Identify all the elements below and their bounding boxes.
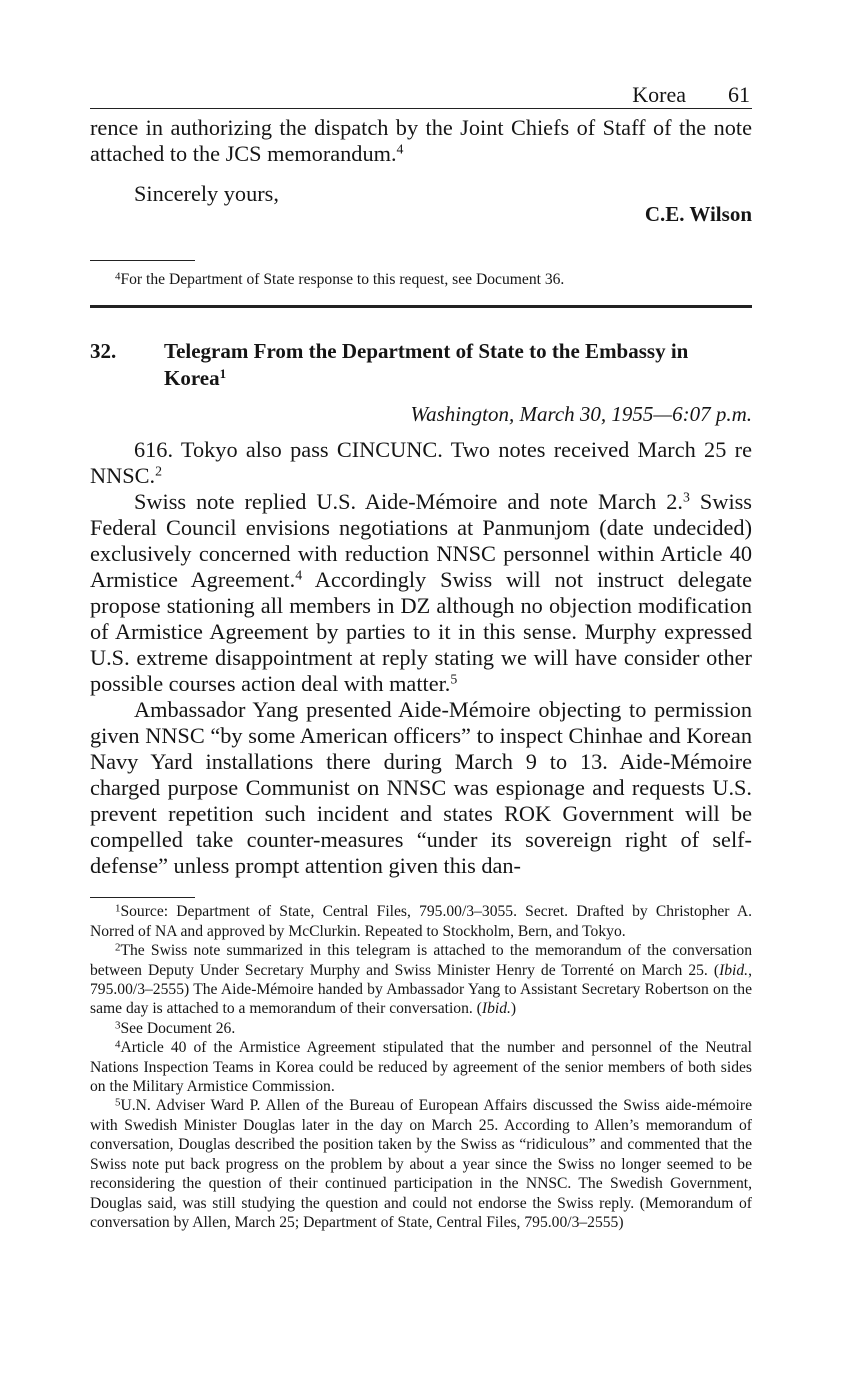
telegram-text: 616. Tokyo also pass CINCUNC. Two notes received March 25 re NNSC. <box>90 437 752 489</box>
footnote-4 <box>90 1038 752 1096</box>
footnote-ref-4: 4 <box>396 141 404 157</box>
footnote-4-letter <box>90 270 752 289</box>
footnote-text: ) <box>510 1000 517 1018</box>
telegram-paragraph-1 <box>90 437 752 489</box>
footnote-ref-5: 5 <box>450 671 458 687</box>
footnote-rule <box>90 897 195 898</box>
telegram-text: Swiss Federal Council envisions negotiations at Panmunjom (date undecided) exclusively concerned with reduction NNSC personnel within Article 40 Armistice Agreement. <box>90 489 752 593</box>
footnote-2 <box>90 941 752 1019</box>
ibid-citation: Ibid. <box>719 961 749 979</box>
footnote-mark: 5 <box>115 1097 121 1110</box>
dateline: Washington, March 30, 1955—6:07 p.m. <box>410 402 752 427</box>
footnote-text: Source: Department of State, Central Files, 795.00/3–3055. Secret. Drafted by Christopher A. Norred of NA and approved by McClurkin. Repeated to Stockholm, Bern, and Tokyo. <box>90 903 752 940</box>
running-header <box>90 78 752 109</box>
telegram-text: Swiss note replied U.S. Aide-Mémoire and note March 2. <box>134 489 683 515</box>
footnote-text: See Document 26. <box>120 1019 236 1037</box>
footnote-text: U.N. Adviser Ward P. Allen of the Bureau of European Affairs discussed the Swiss aide-mémoire with Swedish Minister Douglas later in the day on March 25. According to Allen’s memorandum of conversation, Douglas described the position taken by the Swiss as “ridiculous” and commented that the Swiss note put back progress on the problem by about a year since the Swiss no longer seemed to be reconsidering the question of their continued participation in the NNSC. The Swedish Government, Douglas said, was still studying the question and could not endorse the Swiss reply. (Memorandum of conversation by Allen, March 25; Department of State, Central Files, 795.00/3–2555) <box>90 1097 752 1231</box>
letter-signer: C.E. Wilson <box>644 202 752 226</box>
footnote-mark: 4 <box>115 270 121 283</box>
document-heading <box>90 338 752 392</box>
page-number: 61 <box>728 82 750 107</box>
document-page <box>90 78 752 1232</box>
letter-sign-off: Sincerely yours, <box>134 181 279 206</box>
footnote-ref-2: 2 <box>155 463 162 479</box>
letter-closing-paragraph <box>90 115 752 167</box>
letter-closing-text: rence in authorizing the dispatch by the Joint Chiefs of Staff of the note attached to the JCS memorandum. <box>90 115 752 166</box>
footnote-5 <box>90 1096 752 1232</box>
footnote-rule <box>90 260 195 261</box>
footnote-mark: 3 <box>115 1019 121 1032</box>
footnote-mark: 4 <box>115 1038 121 1051</box>
telegram-paragraph-3: Ambassador Yang presented Aide-Mémoire objecting to permission given NNSC “by some American officers” to inspect Chinhae and Korean Navy Yard installations there during March 9 to 13. Aide-Mémoire charged purpose Communist on NNSC was espionage and requests U.S. prevent repetition such incident and states ROK Government will be compelled take counter-measures “under its sovereign right of self-defense” unless prompt attention given this dan- <box>90 697 752 879</box>
footnote-mark: 1 <box>115 903 121 916</box>
footnote-text: Article 40 of the Armistice Agreement stipulated that the number and personnel of the Neutral Nations Inspection Teams in Korea could be reduced by agreement of the senior members of both sides on the Military Armistice Commission. <box>90 1039 752 1096</box>
document-number: 32. <box>90 339 117 364</box>
footnote-3 <box>90 1019 752 1038</box>
footnote-ref-4: 4 <box>295 567 303 583</box>
document-title <box>164 338 752 392</box>
document-title-text: Telegram From the Department of State to the Embassy in Korea <box>164 339 689 391</box>
section-divider <box>90 305 752 308</box>
footnote-text: , 795.00/3–2555) The Aide-Mémoire handed by Ambassador Yang to Assistant Secretary Robertson on the same day is attached to a memorandum of their conversation. ( <box>90 961 752 1018</box>
footnote-ref-1: 1 <box>219 366 227 382</box>
footnote-text: For the Department of State response to this request, see Document 36. <box>120 271 565 288</box>
footnote-ref-3: 3 <box>683 489 690 505</box>
footnote-text: The Swiss note summarized in this telegram is attached to the memorandum of the conversation between Deputy Under Secretary Murphy and Swiss Minister Henry de Torrenté on March 25. ( <box>90 942 752 979</box>
footnote-mark: 2 <box>115 941 121 954</box>
telegram-text: Accordingly Swiss will not instruct delegate propose stationing all members in DZ although no objection modification of Armistice Agreement by parties to it in this sense. Murphy expressed U.S. extreme disappointment at reply stating we will have consider other possible courses action deal with matter. <box>90 567 752 697</box>
telegram-paragraph-2 <box>90 489 752 697</box>
running-title: Korea <box>632 82 686 107</box>
ibid-citation: Ibid. <box>481 1000 511 1018</box>
footnotes <box>90 902 752 1232</box>
footnote-1 <box>90 902 752 941</box>
